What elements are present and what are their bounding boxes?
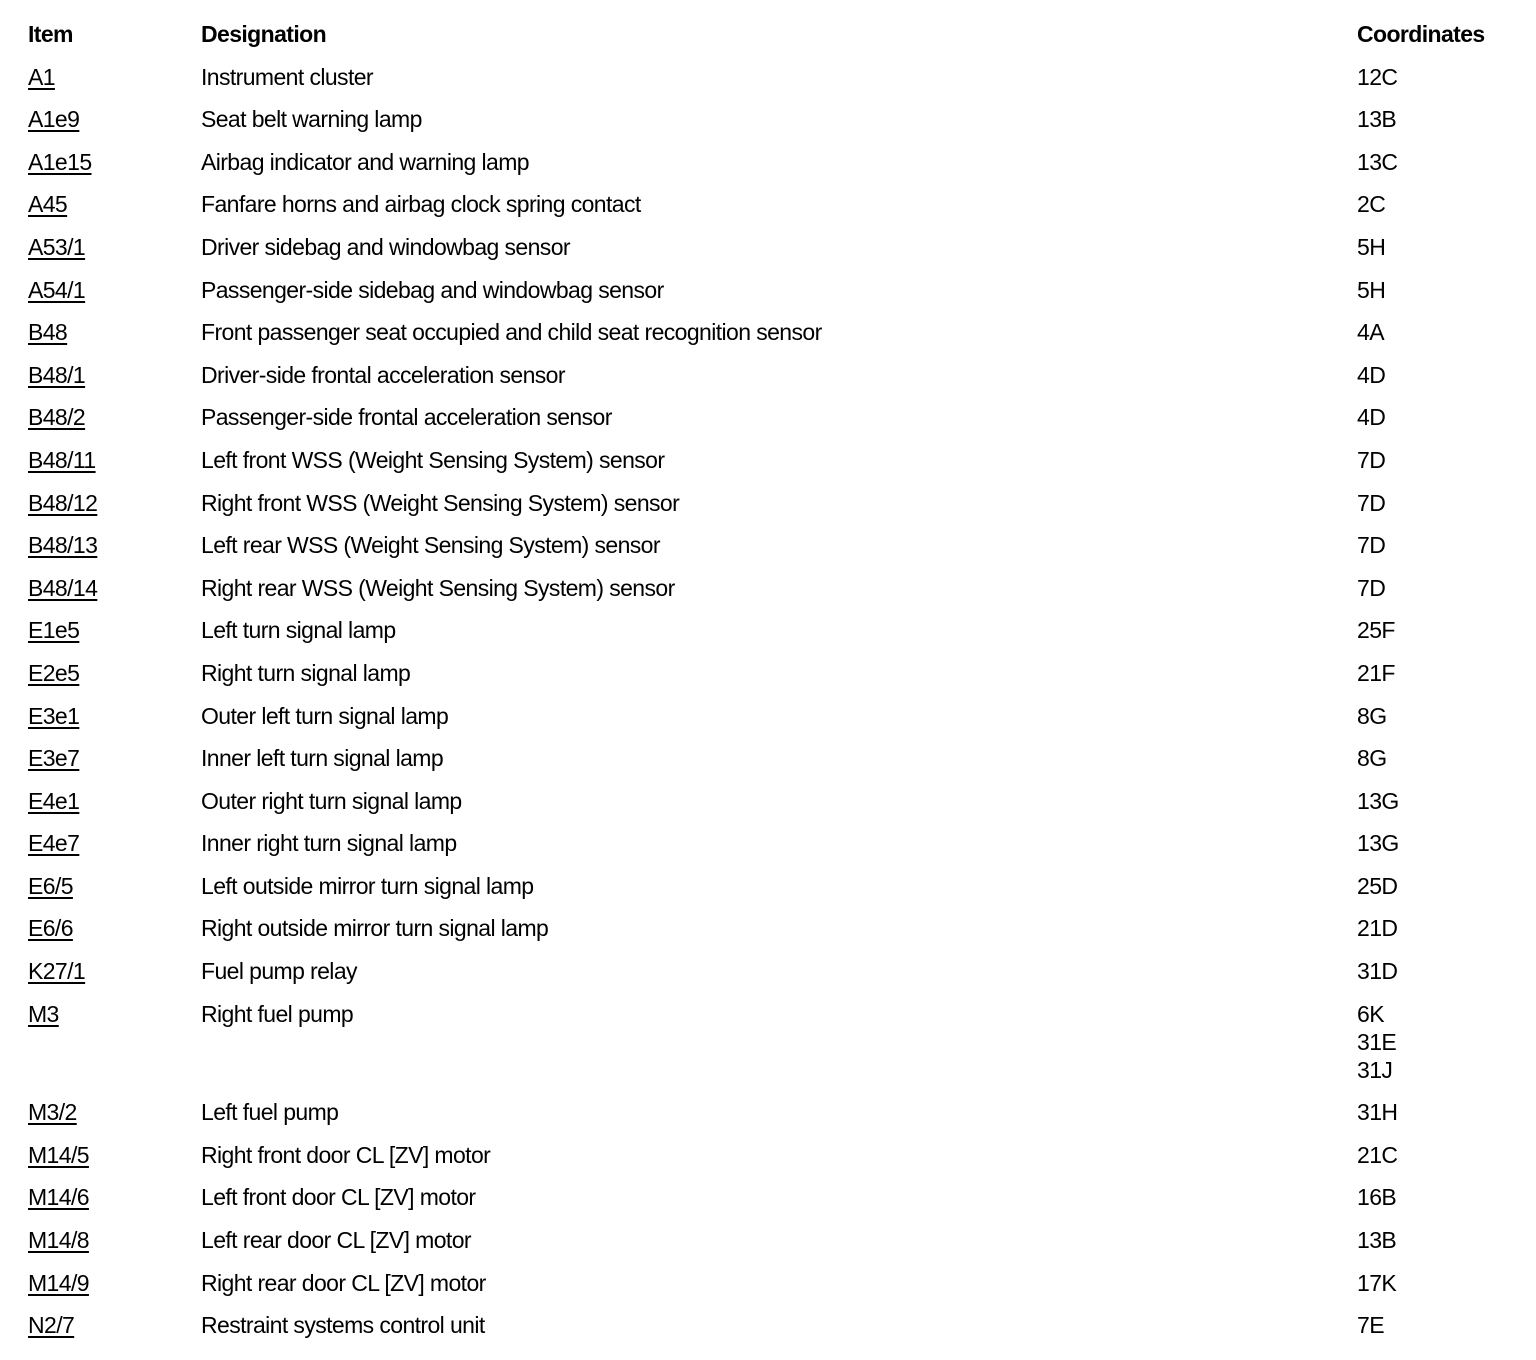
item-cell	[28, 1311, 201, 1339]
table-row	[28, 787, 1518, 815]
item-cell	[28, 276, 201, 304]
coordinates-cell	[1357, 190, 1518, 218]
item-link[interactable]: N2/7	[28, 1312, 75, 1339]
coordinate-value: 25D	[1357, 872, 1398, 899]
designation-cell: Left rear door CL [ZV] motor	[201, 1227, 471, 1254]
item-cell	[28, 1141, 201, 1169]
designation-cell: Instrument cluster	[201, 63, 373, 90]
table-row	[28, 105, 1518, 133]
item-cell	[28, 489, 201, 517]
table-row	[28, 361, 1518, 389]
item-cell	[28, 361, 201, 389]
coordinates-cell	[1357, 276, 1518, 304]
item-link[interactable]: B48/11	[28, 446, 96, 473]
designation-cell: Right outside mirror turn signal lamp	[201, 915, 549, 942]
table-row	[28, 190, 1518, 218]
coordinates-cell	[1357, 616, 1518, 644]
item-link[interactable]: A53/1	[28, 233, 86, 260]
designation-cell: Right front door CL [ZV] motor	[201, 1141, 491, 1168]
item-link[interactable]: E3e1	[28, 702, 80, 729]
designation-cell: Right fuel pump	[201, 1000, 354, 1027]
designation-cell: Right front WSS (Weight Sensing System) sensor	[201, 489, 680, 516]
coordinate-value: 7D	[1357, 574, 1386, 601]
coordinate-value: 4A	[1357, 319, 1384, 346]
item-link[interactable]: E4e1	[28, 787, 80, 814]
item-link[interactable]: B48	[28, 319, 68, 346]
item-cell	[28, 1226, 201, 1254]
coordinate-value: 31H	[1357, 1099, 1398, 1126]
table-row	[28, 531, 1518, 559]
table-row	[28, 1226, 1518, 1254]
coordinates-cell	[1357, 787, 1518, 815]
item-cell	[28, 872, 201, 900]
table-row	[28, 616, 1518, 644]
designation-cell: Outer left turn signal lamp	[201, 702, 449, 729]
item-cell	[28, 829, 201, 857]
table-row	[28, 489, 1518, 517]
coordinates-cell	[1357, 1000, 1518, 1084]
item-link[interactable]: B48/12	[28, 489, 98, 516]
table-row	[28, 1269, 1518, 1297]
coordinate-value: 12C	[1357, 63, 1398, 90]
component-table	[28, 20, 1518, 1354]
designation-cell: Seat belt warning lamp	[201, 106, 422, 133]
coordinate-value: 21C	[1357, 1141, 1398, 1168]
item-link[interactable]: M14/9	[28, 1269, 89, 1296]
designation-cell: Inner right turn signal lamp	[201, 830, 457, 857]
coordinate-value: 13C	[1357, 148, 1398, 175]
coordinate-value: 5H	[1357, 233, 1386, 260]
designation-cell: Right turn signal lamp	[201, 659, 411, 686]
designation-cell: Passenger-side frontal acceleration sensor	[201, 404, 612, 431]
item-link[interactable]: M14/5	[28, 1141, 89, 1168]
item-link[interactable]: A1e15	[28, 148, 92, 175]
item-link[interactable]: M3/2	[28, 1099, 77, 1126]
designation-cell: Right rear door CL [ZV] motor	[201, 1269, 486, 1296]
item-cell	[28, 914, 201, 942]
table-row	[28, 446, 1518, 474]
item-link[interactable]: M14/6	[28, 1184, 89, 1211]
designation-cell: Left front WSS (Weight Sensing System) sensor	[201, 446, 665, 473]
coordinate-value: 5H	[1357, 276, 1386, 303]
item-link[interactable]: E1e5	[28, 617, 80, 644]
coordinates-cell	[1357, 1311, 1518, 1339]
coordinate-value: 2C	[1357, 191, 1386, 218]
coordinate-value: 31E	[1357, 1028, 1397, 1055]
item-link[interactable]: E4e7	[28, 830, 80, 857]
coordinate-value: 21F	[1357, 659, 1395, 686]
coordinates-cell	[1357, 574, 1518, 602]
table-row	[28, 233, 1518, 261]
coordinates-cell	[1357, 318, 1518, 346]
designation-cell: Left outside mirror turn signal lamp	[201, 872, 534, 899]
table-row	[28, 1098, 1518, 1126]
item-cell	[28, 744, 201, 772]
item-link[interactable]: B48/14	[28, 574, 98, 601]
coordinate-value: 7D	[1357, 489, 1386, 516]
coordinates-cell	[1357, 233, 1518, 261]
coordinate-value: 25F	[1357, 617, 1395, 644]
table-row	[28, 1311, 1518, 1339]
coordinate-value: 4D	[1357, 361, 1386, 388]
item-link[interactable]: E6/6	[28, 915, 73, 942]
table-row	[28, 957, 1518, 985]
item-cell	[28, 787, 201, 815]
coordinates-cell	[1357, 1141, 1518, 1169]
item-cell	[28, 957, 201, 985]
coordinate-value: 13G	[1357, 830, 1399, 857]
item-link[interactable]: A1	[28, 63, 55, 90]
item-cell	[28, 148, 201, 176]
table-row	[28, 829, 1518, 857]
designation-cell: Left front door CL [ZV] motor	[201, 1184, 476, 1211]
coordinate-value: 4D	[1357, 404, 1386, 431]
item-link[interactable]: M3	[28, 1000, 59, 1027]
coordinates-cell	[1357, 489, 1518, 517]
table-row	[28, 276, 1518, 304]
item-cell	[28, 105, 201, 133]
table-row	[28, 574, 1518, 602]
designation-cell: Fanfare horns and airbag clock spring contact	[201, 191, 641, 218]
coordinates-cell	[1357, 63, 1518, 91]
designation-cell: Left rear WSS (Weight Sensing System) sensor	[201, 532, 660, 559]
item-link[interactable]: E2e5	[28, 659, 80, 686]
table-row	[28, 1000, 1518, 1084]
designation-cell: Driver-side frontal acceleration sensor	[201, 361, 565, 388]
coordinate-value: 6K	[1357, 1000, 1384, 1027]
coordinate-value: 13G	[1357, 787, 1399, 814]
coordinate-value: 8G	[1357, 745, 1387, 772]
item-cell	[28, 702, 201, 730]
coordinate-value: 8G	[1357, 702, 1387, 729]
coordinates-cell	[1357, 1226, 1518, 1254]
table-row	[28, 872, 1518, 900]
coordinate-value: 21D	[1357, 915, 1398, 942]
table-body	[28, 63, 1518, 1340]
table-row	[28, 744, 1518, 772]
coordinates-cell	[1357, 361, 1518, 389]
item-cell	[28, 659, 201, 687]
coordinates-cell	[1357, 148, 1518, 176]
table-row	[28, 702, 1518, 730]
item-cell	[28, 1183, 201, 1211]
coordinate-value: 31D	[1357, 958, 1398, 985]
coordinates-cell	[1357, 872, 1518, 900]
coordinates-cell	[1357, 531, 1518, 559]
item-cell	[28, 574, 201, 602]
coordinates-cell	[1357, 744, 1518, 772]
designation-cell: Outer right turn signal lamp	[201, 787, 462, 814]
coordinates-cell	[1357, 403, 1518, 431]
coordinates-cell	[1357, 702, 1518, 730]
coordinates-cell	[1357, 446, 1518, 474]
coordinates-cell	[1357, 1183, 1518, 1211]
designation-cell: Fuel pump relay	[201, 958, 357, 985]
table-row	[28, 1183, 1518, 1211]
designation-cell: Passenger-side sidebag and windowbag sensor	[201, 276, 664, 303]
coordinate-value: 16B	[1357, 1184, 1397, 1211]
item-link[interactable]: E3e7	[28, 745, 80, 772]
coordinate-value: 13B	[1357, 1227, 1397, 1254]
coordinate-value: 13B	[1357, 106, 1397, 133]
item-cell	[28, 1000, 201, 1028]
designation-cell: Front passenger seat occupied and child seat recognition sensor	[201, 319, 822, 346]
designation-cell: Right rear WSS (Weight Sensing System) sensor	[201, 574, 675, 601]
coordinate-value: 7E	[1357, 1312, 1384, 1339]
coordinate-value: 31J	[1357, 1056, 1393, 1083]
table-row	[28, 1141, 1518, 1169]
item-link[interactable]: A54/1	[28, 276, 86, 303]
item-cell	[28, 318, 201, 346]
header-coordinates: Coordinates	[1357, 21, 1485, 47]
designation-cell: Left turn signal lamp	[201, 617, 396, 644]
designation-cell: Left fuel pump	[201, 1099, 339, 1126]
item-link[interactable]: B48/1	[28, 361, 86, 388]
header-designation: Designation	[201, 21, 327, 47]
table-row	[28, 318, 1518, 346]
table-header	[28, 20, 1518, 48]
item-cell	[28, 63, 201, 91]
table-row	[28, 63, 1518, 91]
item-link[interactable]: B48/2	[28, 404, 86, 431]
item-cell	[28, 531, 201, 559]
item-cell	[28, 616, 201, 644]
coordinate-value: 7D	[1357, 446, 1386, 473]
coordinate-value: 7D	[1357, 532, 1386, 559]
designation-cell: Restraint systems control unit	[201, 1312, 485, 1339]
coordinates-cell	[1357, 1098, 1518, 1126]
designation-cell: Inner left turn signal lamp	[201, 745, 444, 772]
item-link[interactable]: B48/13	[28, 532, 98, 559]
item-link[interactable]: A1e9	[28, 106, 80, 133]
item-cell	[28, 233, 201, 261]
header-item: Item	[28, 21, 73, 47]
item-cell	[28, 1098, 201, 1126]
designation-cell: Airbag indicator and warning lamp	[201, 148, 529, 175]
item-link[interactable]: K27/1	[28, 958, 86, 985]
coordinate-value: 17K	[1357, 1269, 1397, 1296]
coordinates-cell	[1357, 829, 1518, 857]
coordinates-cell	[1357, 1269, 1518, 1297]
table-row	[28, 403, 1518, 431]
item-link[interactable]: A45	[28, 191, 68, 218]
coordinates-cell	[1357, 914, 1518, 942]
table-row	[28, 659, 1518, 687]
designation-cell: Driver sidebag and windowbag sensor	[201, 233, 570, 260]
item-cell	[28, 190, 201, 218]
coordinates-cell	[1357, 957, 1518, 985]
item-cell	[28, 1269, 201, 1297]
table-row	[28, 148, 1518, 176]
item-cell	[28, 403, 201, 431]
table-row	[28, 914, 1518, 942]
item-link[interactable]: M14/8	[28, 1227, 89, 1254]
item-cell	[28, 446, 201, 474]
item-link[interactable]: E6/5	[28, 872, 73, 899]
coordinates-cell	[1357, 105, 1518, 133]
coordinates-cell	[1357, 659, 1518, 687]
